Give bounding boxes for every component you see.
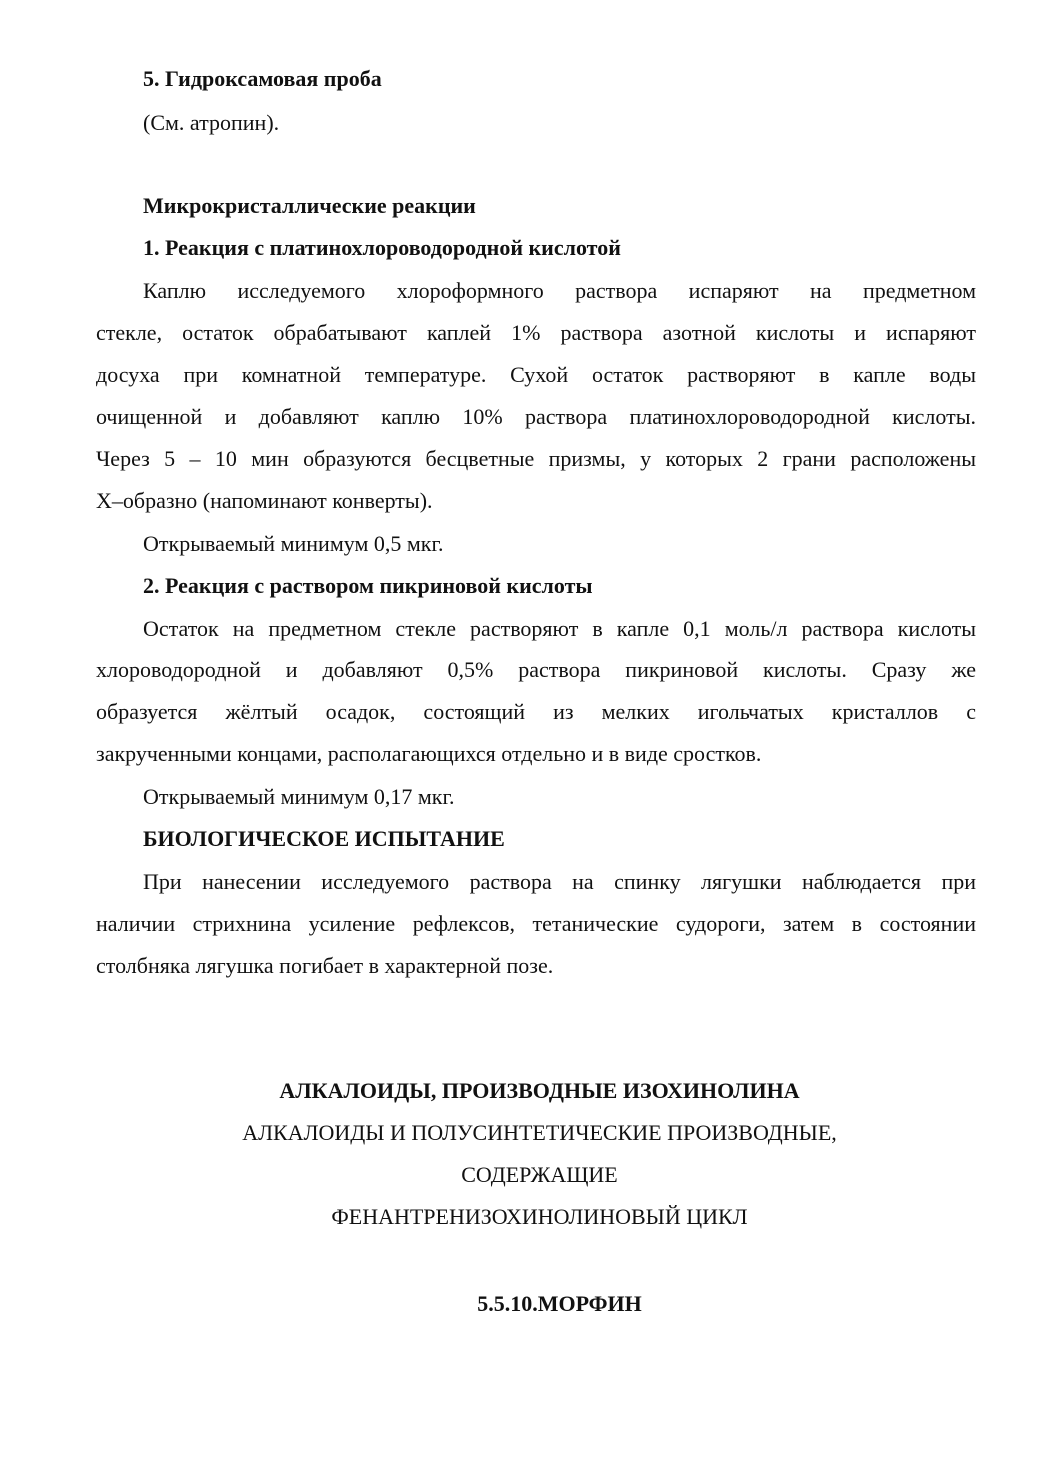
reaction-1-line: очищенной и добавляют каплю 10% раствора платинохлороводородной кислоты. [96, 404, 976, 429]
section-5-text: (См. атропин). [143, 110, 280, 135]
bio-heading: БИОЛОГИЧЕСКОЕ ИСПЫТАНИЕ [143, 826, 505, 851]
reaction-1-heading: 1. Реакция с платинохлороводородной кислотой [143, 235, 621, 260]
reaction-2-line: Остаток на предметном стекле растворяют в капле 0,1 моль/л раствора кислоты [143, 616, 976, 641]
micro-heading: Микрокристаллические реакции [143, 193, 476, 218]
reaction-2-line: закрученными концами, располагающихся отдельно и в виде сростков. [96, 741, 762, 766]
bio-line: При нанесении исследуемого раствора на спинку лягушки наблюдается при [143, 869, 976, 894]
chapter-subtitle-line: АЛКАЛОИДЫ И ПОЛУСИНТЕТИЧЕСКИЕ ПРОИЗВОДНЫЕ, [242, 1120, 837, 1145]
reaction-1-line: досуха при комнатной температуре. Сухой остаток растворяют в капле воды [96, 362, 976, 387]
reaction-1-minimum: Открываемый минимум 0,5 мкг. [143, 531, 444, 556]
reaction-1-line: стекле, остаток обрабатывают каплей 1% раствора азотной кислоты и испаряют [96, 320, 976, 345]
reaction-2-line: образуется жёлтый осадок, состоящий из мелких игольчатых кристаллов с [96, 699, 976, 724]
chapter-title: АЛКАЛОИДЫ, ПРОИЗВОДНЫЕ ИЗОХИНОЛИНА [279, 1078, 800, 1103]
chapter-subtitle-line: ФЕНАНТРЕНИЗОХИНОЛИНОВЫЙ ЦИКЛ [331, 1204, 748, 1229]
section-5-heading: 5. Гидроксамовая проба [143, 66, 382, 91]
reaction-2-heading: 2. Реакция с раствором пикриновой кислоты [143, 573, 593, 598]
reaction-1-line: Каплю исследуемого хлороформного раствора испаряют на предметном [143, 278, 976, 303]
reaction-2-line: хлороводородной и добавляют 0,5% раствора пикриновой кислоты. Сразу же [96, 657, 976, 682]
reaction-1-line: Х–образно (напоминают конверты). [96, 488, 433, 513]
section-morphine-heading: 5.5.10.МОРФИН [477, 1291, 642, 1316]
bio-line: наличии стрихнина усиление рефлексов, тетанические судороги, затем в состоянии [96, 911, 976, 936]
chapter-subtitle-line: СОДЕРЖАЩИЕ [461, 1162, 618, 1187]
reaction-2-minimum: Открываемый минимум 0,17 мкг. [143, 784, 455, 809]
bio-line: столбняка лягушка погибает в характерной позе. [96, 953, 554, 978]
reaction-1-line: Через 5 – 10 мин образуются бесцветные призмы, у которых 2 грани расположены [96, 446, 976, 471]
